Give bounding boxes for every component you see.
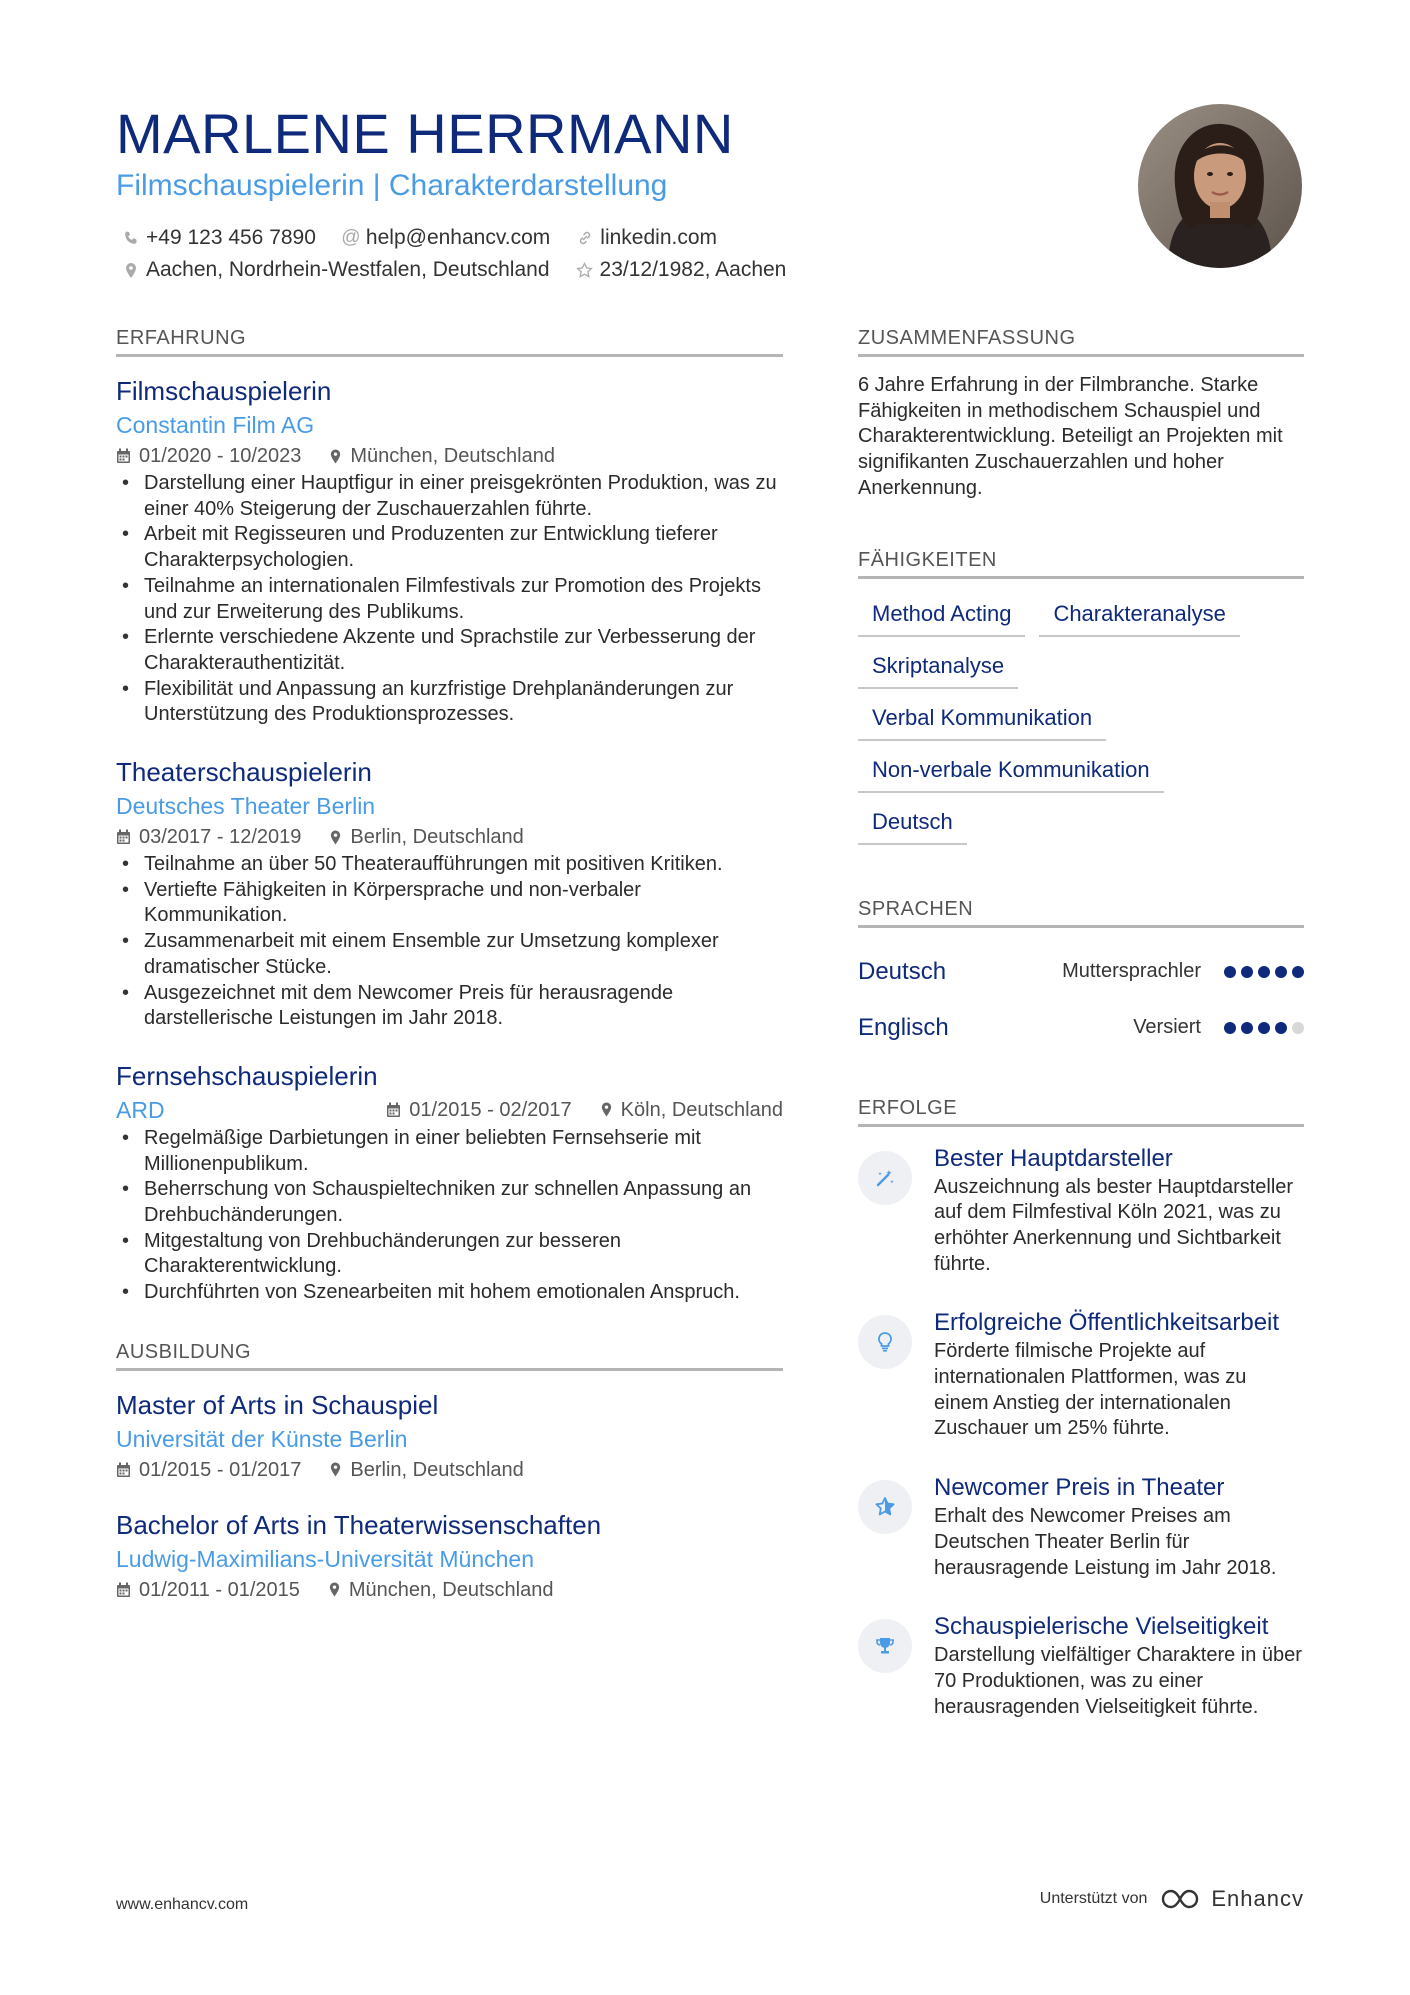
education-dates: 01/2015 - 01/2017: [116, 1455, 301, 1485]
achievement-desc: Auszeichnung als bester Hauptdarsteller auf dem Filmfestival Köln 2021, was zu erhöhter Anerkennung und Sichtbarkeit führte.: [934, 1175, 1294, 1275]
contact-email[interactable]: [342, 226, 550, 250]
skills-section-title: FÄHIGKEITEN: [858, 548, 1304, 579]
degree-title: Master of Arts in Schauspiel: [116, 1389, 439, 1420]
language-level: Versiert: [1133, 1016, 1201, 1039]
contact-info: [122, 222, 882, 286]
job-bullets: [116, 471, 783, 728]
bullet: • Ausgezeichnet mit dem Newcomer Preis für herausragende darstellerische Leistungen im Jahr 2018.: [116, 981, 783, 1032]
summary-section-title: ZUSAMMENFASSUNG: [858, 326, 1304, 357]
location-text: Aachen, Nordrhein-Westfalen, Deutschland: [146, 258, 550, 281]
achievement-item: [858, 1472, 1304, 1581]
achievement-desc: Förderte filmische Projekte auf internationalen Plattformen, was zu einem Anstieg der internationalen Zuschauer um 25% führte.: [934, 1340, 1247, 1440]
language-name: Deutsch: [858, 957, 947, 985]
rating-dot: [1224, 1022, 1236, 1034]
education-location: Berlin, Deutschland: [329, 1455, 523, 1485]
skill-tag: Non-verbale Kommunikation: [858, 751, 1164, 793]
rating-dot: [1241, 966, 1253, 978]
lightbulb-icon: [858, 1315, 912, 1369]
languages-list: [858, 944, 1304, 1056]
skill-tag: Method Acting: [858, 595, 1025, 637]
school-name: Universität der Künste Berlin: [116, 1425, 408, 1452]
job-title: Theaterschauspielerin: [116, 757, 372, 788]
skill-tag: Charakteranalyse: [1039, 595, 1239, 637]
job-dates: 03/2017 - 12/2019: [116, 822, 301, 852]
contact-phone: [122, 226, 316, 250]
education-item: [116, 1387, 783, 1485]
map-pin-icon: [329, 448, 342, 465]
bullet: • Teilnahme an über 50 Theateraufführungen mit positiven Kritiken.: [116, 852, 783, 878]
enhancv-logo-icon: [1159, 1887, 1201, 1911]
rating-dot: [1275, 966, 1287, 978]
achievements-section-title: ERFOLGE: [858, 1096, 1304, 1127]
linkedin-text: linkedin.com: [600, 226, 718, 249]
job-location: München, Deutschland: [329, 441, 555, 471]
at-icon: @: [341, 227, 361, 248]
experience-item: [116, 754, 783, 1032]
bullet: • Beherrschung von Schauspieltechniken zur schnellen Anpassung an Drehbuchänderungen.: [116, 1177, 783, 1228]
job-bullets: [116, 1126, 783, 1306]
bullet: • Regelmäßige Darbietungen in einer beliebten Fernsehserie mit Millionenpublikum.: [116, 1126, 783, 1177]
language-name: Englisch: [858, 1013, 949, 1041]
footer-branding: [1040, 1886, 1304, 1912]
footer-website[interactable]: www.enhancv.com: [116, 1896, 249, 1913]
rating-dot: [1292, 1022, 1304, 1034]
achievement-title: Schauspielerische Vielseitigkeit: [934, 1613, 1269, 1641]
map-pin-icon: [328, 1581, 341, 1598]
achievement-title: Erfolgreiche Öffentlichkeitsarbeit: [934, 1309, 1280, 1337]
rating-dot: [1258, 966, 1270, 978]
experience-item: [116, 1058, 783, 1306]
bullet: • Durchführten von Szenearbeiten mit hohem emotionalen Anspruch.: [116, 1280, 783, 1306]
link-icon: [576, 229, 594, 247]
education-location: München, Deutschland: [328, 1575, 554, 1605]
bullet: • Erlernte verschiedene Akzente und Sprachstile zur Verbesserung der Charakterauthentizität.: [116, 625, 783, 676]
candidate-name: MARLENE HERRMANN: [116, 102, 734, 165]
calendar-icon: [116, 1462, 131, 1478]
trophy-icon: [858, 1619, 912, 1673]
job-dates: 01/2015 - 02/2017: [386, 1095, 571, 1125]
calendar-icon: [116, 448, 131, 464]
skill-tag: Skriptanalyse: [858, 647, 1018, 689]
bullet: • Darstellung einer Hauptfigur in einer preisgekrönten Produktion, was zu einer 40% Steigerung der Zuschauerzahlen führte.: [116, 471, 783, 522]
education-item: [116, 1507, 783, 1605]
calendar-icon: [386, 1102, 401, 1118]
education-section-title: AUSBILDUNG: [116, 1340, 783, 1371]
job-company: ARD: [116, 1096, 165, 1123]
phone-text: +49 123 456 7890: [146, 226, 316, 249]
job-dates: 01/2020 - 10/2023: [116, 441, 301, 471]
job-location: Berlin, Deutschland: [329, 822, 523, 852]
phone-icon: [122, 229, 140, 247]
birth-text: 23/12/1982, Aachen: [599, 258, 787, 281]
education-dates: 01/2011 - 01/2015: [116, 1575, 300, 1605]
skill-tag: Deutsch: [858, 803, 967, 845]
rating-dot: [1292, 966, 1304, 978]
star-outline-icon: [576, 261, 594, 279]
language-item: [858, 944, 1304, 1000]
summary-text: 6 Jahre Erfahrung in der Filmbranche. Starke Fähigkeiten in methodischem Schauspiel und Charakterentwicklung. Beteiligt an Projekten mit signifikanten Zuschauerzahlen und hoher Anerkennung.: [858, 374, 1283, 499]
bullet: • Arbeit mit Regisseuren und Produzenten zur Entwicklung tieferer Charakterpsychologien.: [116, 522, 783, 573]
skills-list: [858, 595, 1304, 855]
powered-by-text: Unterstützt von: [1039, 1890, 1148, 1907]
job-location: Köln, Deutschland: [600, 1095, 783, 1125]
rating-dot: [1275, 1022, 1287, 1034]
map-pin-icon: [329, 1461, 342, 1478]
map-pin-icon: [329, 829, 342, 846]
calendar-icon: [116, 829, 131, 845]
job-company: Constantin Film AG: [116, 412, 315, 438]
achievement-title: Newcomer Preis in Theater: [934, 1474, 1225, 1502]
experience-section-title: ERFAHRUNG: [116, 326, 783, 357]
language-item: [858, 1000, 1304, 1056]
bullet: • Zusammenarbeit mit einem Ensemble zur Umsetzung komplexer dramatischer Stücke.: [116, 929, 783, 980]
job-company: Deutsches Theater Berlin: [116, 793, 376, 820]
email-text: help@enhancv.com: [365, 226, 551, 249]
magic-wand-icon: [858, 1151, 912, 1205]
brand-name: Enhancv: [1211, 1886, 1304, 1911]
star-icon: [858, 1480, 912, 1534]
left-column: [116, 326, 783, 1631]
bullet: • Vertiefte Fähigkeiten in Körpersprache und non-verbaler Kommunikation.: [116, 878, 783, 929]
rating-dot: [1224, 966, 1236, 978]
language-rating: [1219, 1022, 1304, 1034]
degree-title: Bachelor of Arts in Theaterwissenschaften: [116, 1509, 602, 1540]
contact-birth: [576, 258, 787, 282]
job-bullets: [116, 852, 783, 1032]
skill-tag: Verbal Kommunikation: [858, 699, 1106, 741]
candidate-subtitle: Filmschauspielerin | Charakterdarstellung: [116, 169, 668, 202]
achievement-item: [858, 1307, 1304, 1442]
achievement-item: [858, 1611, 1304, 1720]
map-pin-icon: [122, 261, 140, 279]
map-pin-icon: [600, 1101, 613, 1118]
profile-photo: [1138, 104, 1302, 268]
language-level: Muttersprachler: [1062, 960, 1201, 983]
achievement-title: Bester Hauptdarsteller: [934, 1144, 1173, 1172]
language-rating: [1219, 966, 1304, 978]
languages-section-title: SPRACHEN: [858, 897, 1304, 928]
calendar-icon: [116, 1582, 131, 1598]
rating-dot: [1258, 1022, 1270, 1034]
bullet: • Flexibilität und Anpassung an kurzfristige Drehplanänderungen zur Unterstützung des Produktionsprozesses.: [116, 677, 783, 728]
achievement-desc: Darstellung vielfältiger Charaktere in über 70 Produktionen, was zu einer herausragenden Vielseitigkeit führte.: [934, 1644, 1302, 1718]
bullet: • Mitgestaltung von Drehbuchänderungen zur besseren Charakterentwicklung.: [116, 1229, 783, 1280]
achievement-item: [858, 1143, 1304, 1278]
bullet: • Teilnahme an internationalen Filmfestivals zur Promotion des Projekts und zur Erweiterung des Publikums.: [116, 574, 783, 625]
school-name: Ludwig-Maximilians-Universität München: [116, 1545, 534, 1572]
right-column: [858, 326, 1304, 1750]
job-title: Fernsehschauspielerin: [116, 1060, 378, 1091]
experience-item: [116, 373, 783, 728]
contact-location: [122, 258, 550, 282]
rating-dot: [1241, 1022, 1253, 1034]
job-title: Filmschauspielerin: [116, 376, 332, 406]
achievement-desc: Erhalt des Newcomer Preises am Deutschen Theater Berlin für herausragende Leistung im Jahr 2018.: [934, 1505, 1277, 1579]
contact-linkedin[interactable]: [576, 226, 717, 250]
